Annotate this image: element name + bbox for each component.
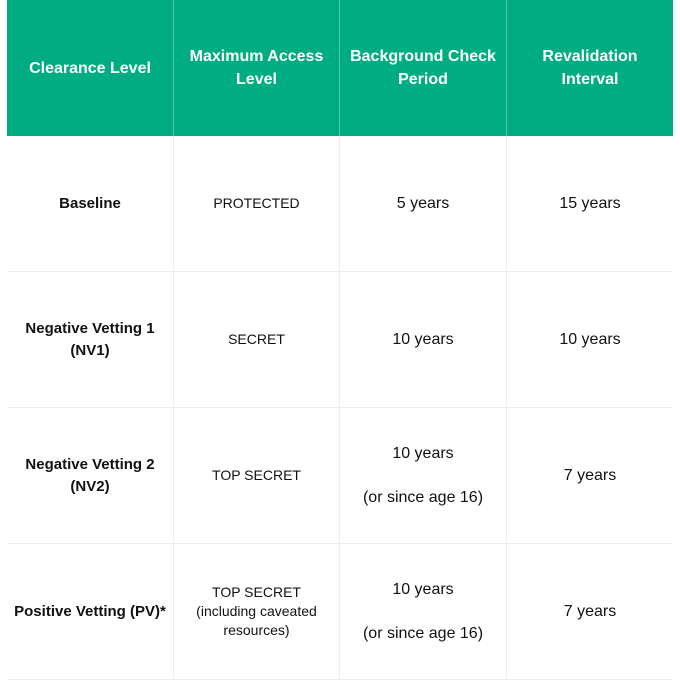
row-nv1-level — [7, 272, 174, 408]
revalidation-text: 7 years — [563, 602, 617, 620]
header-label: Background Check Period — [350, 48, 496, 88]
clearance-table — [7, 0, 673, 680]
row-baseline-period — [340, 136, 507, 272]
row-nv2-period — [340, 408, 507, 544]
clearance-level-text: Positive Vetting (PV)* — [14, 602, 166, 620]
row-baseline-interval — [507, 136, 673, 272]
check-period-text: 10 years — [392, 330, 454, 348]
check-period-note: (or since age 16) — [362, 488, 484, 506]
access-level-text: SECRET — [228, 331, 285, 347]
row-pv-level — [7, 544, 174, 680]
row-nv1-interval — [507, 272, 673, 408]
access-level-text: PROTECTED — [213, 195, 300, 211]
row-pv-interval — [507, 544, 673, 680]
clearance-level-text: Negative Vetting 2 (NV2) — [25, 455, 155, 495]
row-nv2-access — [174, 408, 340, 544]
header-maximum-access-level — [174, 0, 340, 136]
check-period-note: (or since age 16) — [362, 624, 484, 642]
header-label: Maximum Access Level — [189, 48, 324, 88]
check-period-text: 5 years — [396, 194, 450, 212]
row-baseline-level — [7, 136, 174, 272]
header-revalidation-interval — [507, 0, 673, 136]
revalidation-text: 7 years — [563, 466, 617, 484]
revalidation-text: 10 years — [559, 330, 621, 348]
header-background-check-period — [340, 0, 507, 136]
row-baseline-access — [174, 136, 340, 272]
header-clearance-level — [7, 0, 174, 136]
row-nv1-access — [174, 272, 340, 408]
row-nv2-interval — [507, 408, 673, 544]
revalidation-text: 15 years — [559, 194, 621, 212]
access-level-text: TOP SECRET — [212, 467, 301, 483]
header-label: Clearance Level — [29, 59, 151, 77]
header-label: Revalidation Interval — [542, 48, 638, 88]
row-nv2-level — [7, 408, 174, 544]
row-pv-access — [174, 544, 340, 680]
clearance-level-text: Negative Vetting 1 (NV1) — [25, 319, 155, 359]
row-pv-period — [340, 544, 507, 680]
clearance-level-text: Baseline — [59, 194, 121, 212]
access-level-text: TOP SECRET (including caveated resources) — [196, 584, 317, 638]
check-period-text: 10 years — [392, 444, 454, 462]
row-nv1-period — [340, 272, 507, 408]
check-period-text: 10 years — [392, 580, 454, 598]
